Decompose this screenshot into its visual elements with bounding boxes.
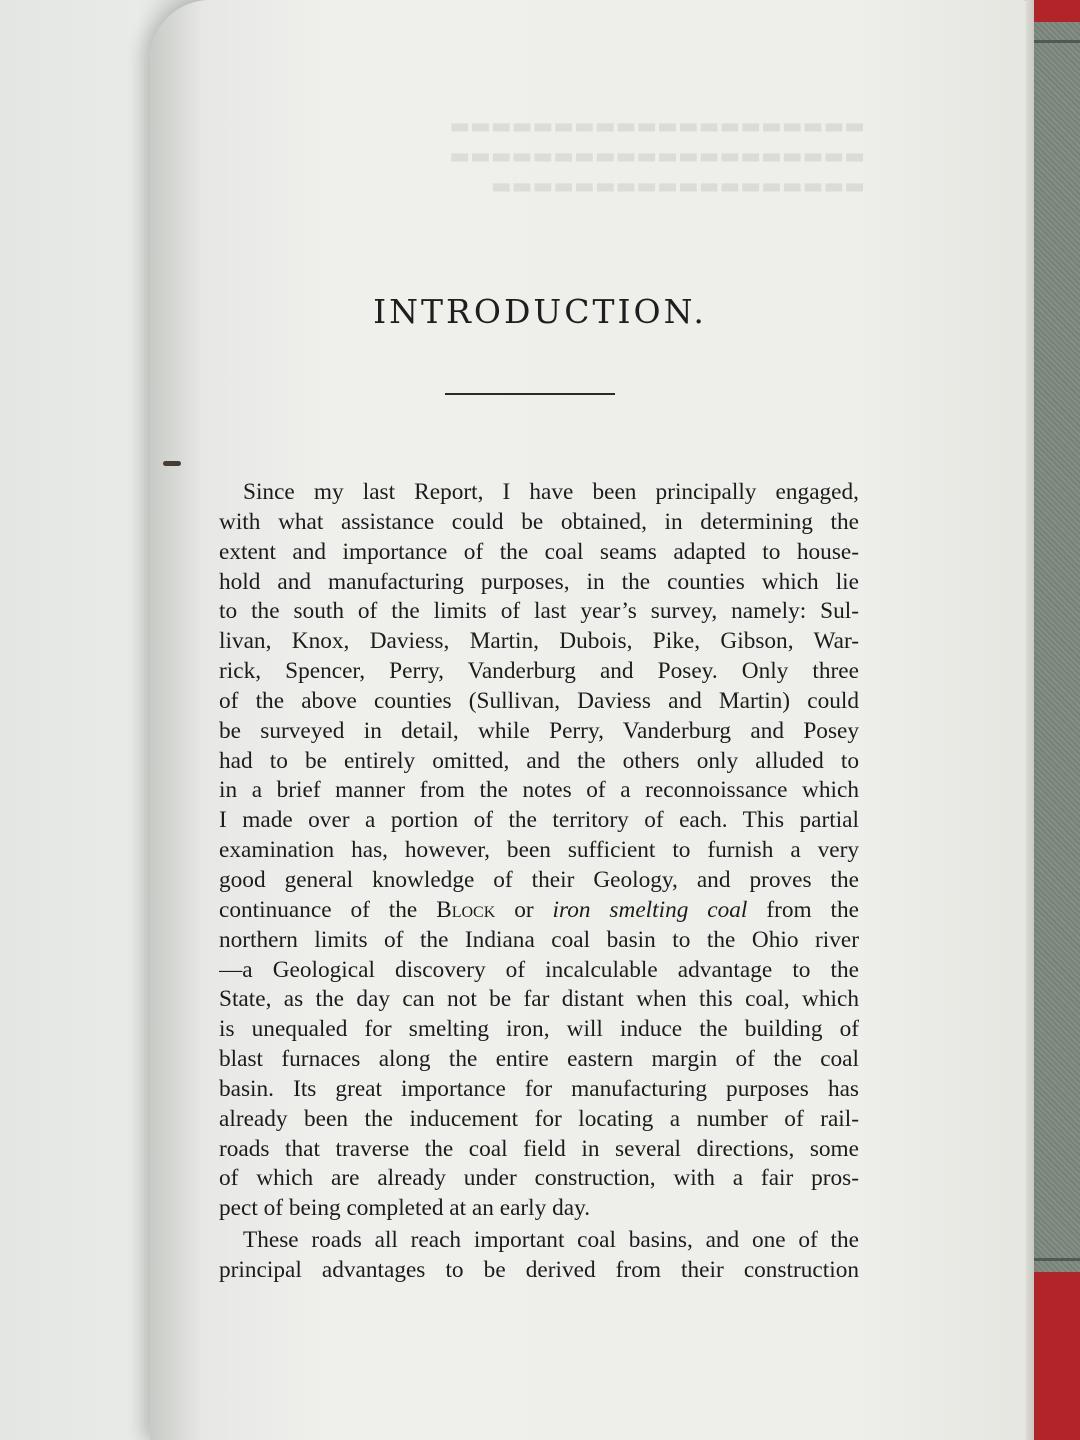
text-line: Since my last Report, I have been principally engaged, [243, 479, 859, 505]
title-rule [445, 393, 615, 395]
page-blemish [163, 461, 181, 466]
page-fore-edge [1026, 0, 1034, 1440]
text-line: good general knowledge of their Geology, and proves the [219, 866, 859, 893]
text-line: with what assistance could be obtained, in determining the [219, 508, 859, 535]
text-run: continuance of the [219, 896, 437, 923]
text-line: already been the inducement for locating a number of rail- [219, 1105, 859, 1132]
text-line: livan, Knox, Daviess, Martin, Dubois, Pike, Gibson, War- [219, 628, 859, 655]
body-text [219, 478, 859, 1286]
text-line: in a brief manner from the notes of a reconnoissance which [219, 777, 859, 804]
text-run: from the [747, 896, 859, 923]
text-line: of which are already under construction, with a fair pros- [219, 1165, 859, 1192]
text-line: blast furnaces along the entire eastern margin of the coal [219, 1046, 859, 1073]
text-line: examination has, however, been sufficient to furnish a very [219, 837, 859, 864]
show-through-text: ▬▬▬▬▬▬▬▬▬▬▬▬▬▬▬▬▬▬▬▬ ▬▬▬▬▬▬▬▬▬▬▬▬▬▬▬▬▬▬▬▬ ▬▬▬▬▬▬▬▬▬▬▬▬▬▬▬▬▬▬ [449, 114, 865, 199]
text-line: be surveyed in detail, while Perry, Vanderburg and Posey [219, 717, 859, 744]
text-line: pect of being completed at an early day. [219, 1195, 591, 1222]
text-line: of the above counties (Sullivan, Daviess and Martin) could [219, 687, 859, 714]
text-line: to the south of the limits of last year’s survey, namely: Sul- [219, 598, 859, 625]
italic-term: iron smelting coal [552, 896, 748, 923]
text-line: rick, Spencer, Perry, Vanderburg and Posey. Only three [219, 658, 859, 685]
text-line: principal advantages to be derived from their construction [219, 1256, 859, 1283]
text-line: These roads all reach important coal basins, and one of the [243, 1227, 859, 1254]
smallcaps-term: Block [436, 896, 496, 923]
text-line: basin. Its great importance for manufacturing purposes has [219, 1075, 859, 1102]
text-line-mixed [219, 896, 859, 926]
text-line: I made over a portion of the territory of each. This partial [219, 807, 859, 834]
text-run: or [495, 896, 553, 923]
text-line: State, as the day can not be far distant when this coal, which [219, 986, 859, 1013]
text-line: is unequaled for smelting iron, will induce the building of [219, 1016, 859, 1043]
text-line: had to be entirely omitted, and the others only alluded to [219, 747, 859, 774]
text-line: roads that traverse the coal field in several directions, some [219, 1135, 859, 1162]
chapter-title: INTRODUCTION. [373, 292, 707, 332]
text-line: northern limits of the Indiana coal basin to the Ohio river [219, 926, 859, 953]
text-line: extent and importance of the coal seams adapted to house- [219, 538, 859, 565]
text-line: hold and manufacturing purposes, in the counties which lie [219, 568, 859, 595]
text-line: —a Geological discovery of incalculable advantage to the [219, 956, 859, 983]
